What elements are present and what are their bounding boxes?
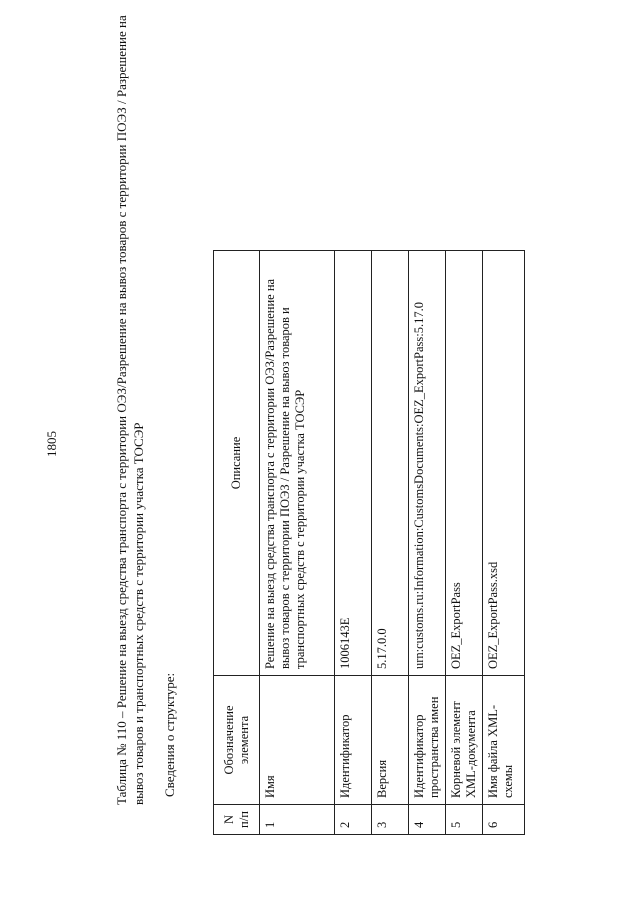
- row-desc: 5.17.0.0: [372, 251, 409, 676]
- table-row: [483, 251, 525, 835]
- row-desc: 1006143E: [335, 251, 372, 676]
- table-row: [372, 251, 409, 835]
- row-desc: OEZ_ExportPass: [446, 251, 483, 676]
- table-row: [409, 251, 446, 835]
- row-desc: urn:customs.ru:Information:CustomsDocuments:OEZ_ExportPass:5.17.0: [409, 251, 446, 676]
- row-num: 3: [372, 805, 409, 835]
- row-num: 6: [483, 805, 525, 835]
- row-name: Корневой элемент XML-документа: [446, 676, 483, 805]
- row-num: 4: [409, 805, 446, 835]
- table-row: [446, 251, 483, 835]
- row-name: Идентификатор: [335, 676, 372, 805]
- header-num: N п/п: [214, 805, 260, 835]
- row-num: 5: [446, 805, 483, 835]
- table-caption: Таблица № 110 – Решение на выезд средства транспорта с территории ОЭЗ/Разрешение на вывоз товаров с территории ПОЭЗ / Разрешение на вывоз товаров и транспортных средств с территории участка ТОСЭР: [114, 15, 146, 805]
- structure-table: [213, 250, 525, 835]
- row-desc: Решение на выезд средства транспорта с территории ОЭЗ/Разрешение на вывоз товаров с территории ПОЭЗ / Разрешение на вывоз товаров и транспортных средств с территории участка ТОСЭР: [260, 251, 335, 676]
- header-desc: Описание: [214, 251, 260, 676]
- row-name: Идентификатор пространства имен: [409, 676, 446, 805]
- row-num: 1: [260, 805, 335, 835]
- row-name: Имя: [260, 676, 335, 805]
- header-name: Обозначение элемента: [214, 676, 260, 805]
- row-name: Версия: [372, 676, 409, 805]
- row-num: 2: [335, 805, 372, 835]
- row-name: Имя файла XML-схемы: [483, 676, 525, 805]
- table-header-row: [214, 251, 260, 835]
- structure-heading: Сведения о структуре:: [162, 672, 177, 797]
- table-row: [260, 251, 335, 835]
- page-number: 1805: [44, 431, 59, 457]
- row-desc: OEZ_ExportPass.xsd: [483, 251, 525, 676]
- table-row: [335, 251, 372, 835]
